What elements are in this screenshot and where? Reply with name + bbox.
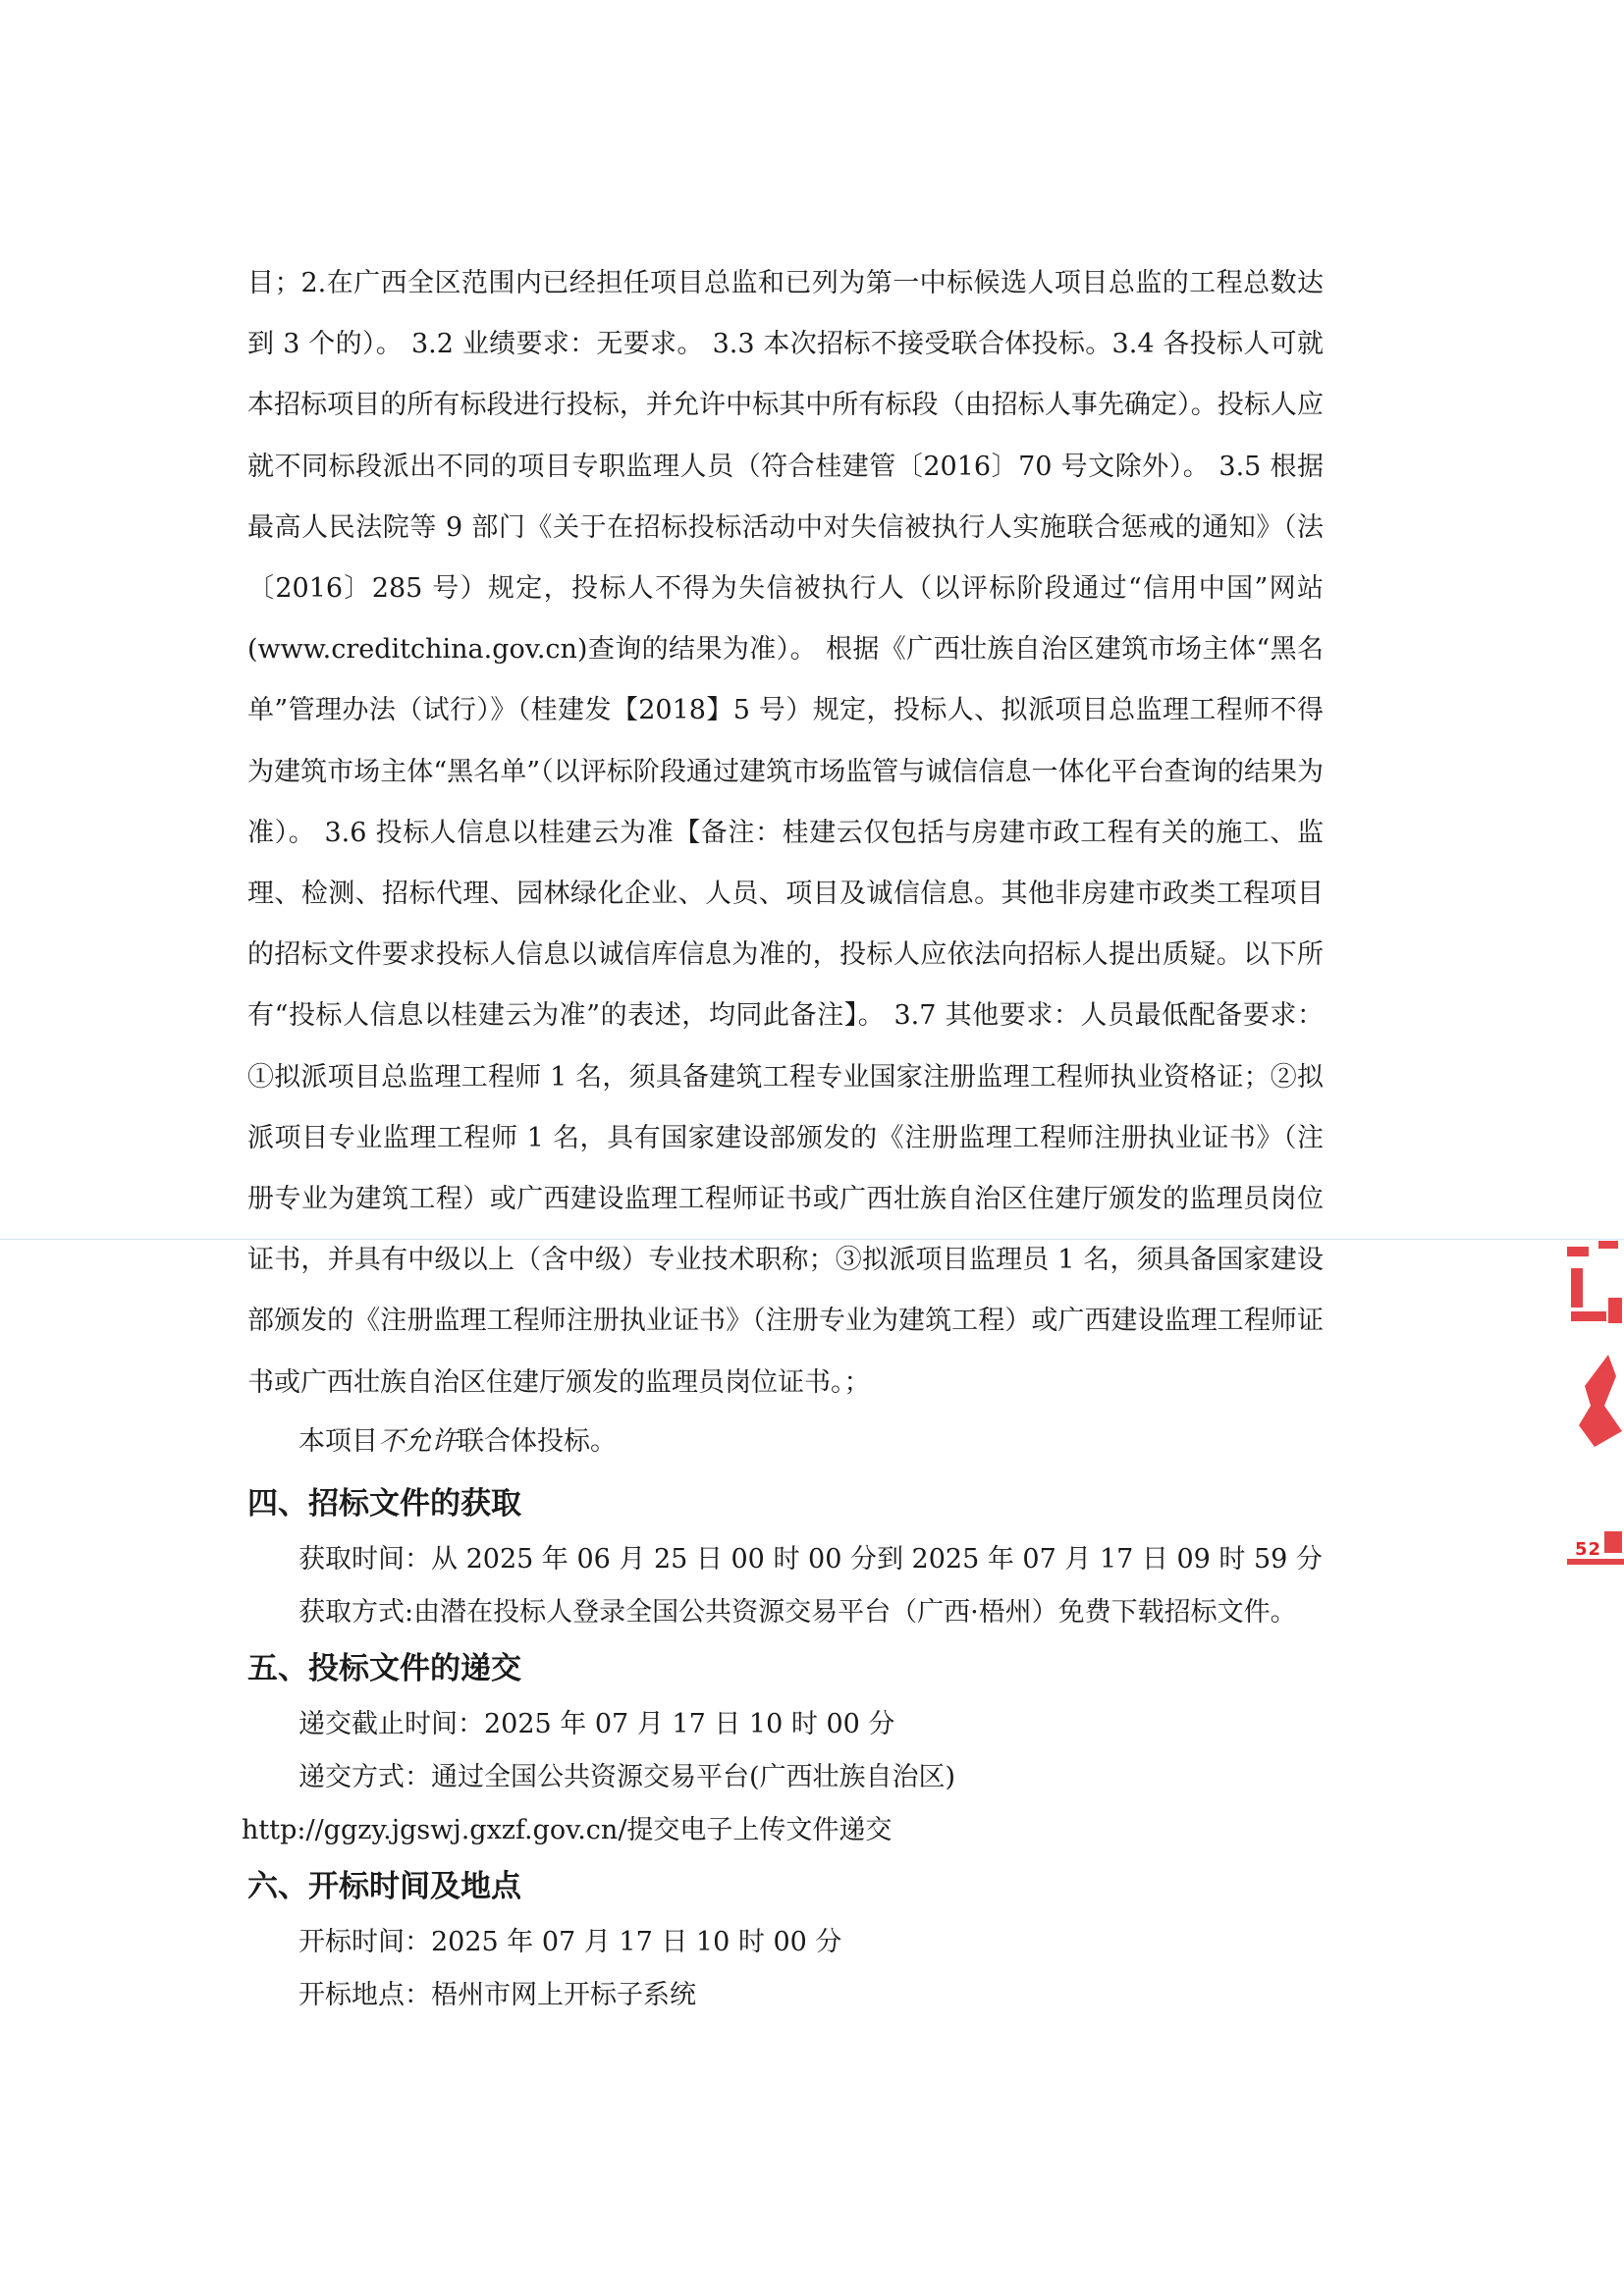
section4-heading: 四、招标文件的获取 xyxy=(247,1485,521,1522)
seal-stamp-fragment xyxy=(1565,1239,1624,1592)
consortium-suffix: 联合体投标。 xyxy=(458,1425,617,1457)
section6-place: 开标地点：梧州市网上开标子系统 xyxy=(298,1979,696,2010)
section5-url: http://ggzy.jgswj.gxzf.gov.cn/提交电子上传文件递交 xyxy=(242,1814,893,1845)
qualification-paragraph: 目；2.在广西全区范围内已经担任项目总监和已列为第一中标候选人项目总监的工程总数达到 3 个的）。 3.2 业绩要求：无要求。 3.3 本次招标不接受联合体投标。3.4 各投标人可就本招标项目的所有标段进行投标，并允许中标其中所有标段（由招标人事先确定）。投标人应就不同标段派出不同的项目专职监理人员（符合桂建管〔2016〕70 号文除外）。 3.5 根据最高人民法院等 9 部门《关于在招标投标活动中对失信被执行人实施联合惩戒的通知》（法〔2016〕285 号）规定，投标人不得为失信被执行人（以评标阶段通过“信用中国”网站(www.creditchina.gov.cn)查询的结果为准）。 根据《广西壮族自治区建筑市场主体“黑名单”管理办法（试行）》（桂建发【2018】5 号）规定，投标人、拟派项目总监理工程师不得为建筑市场主体“黑名单”（以评标阶段通过建筑市场监管与诚信信息一体化平台查询的结果为准）。 3.6 投标人信息以桂建云为准【备注：桂建云仅包括与房建市政工程有关的施工、监理、检测、招标代理、园林绿化企业、人员、项目及诚信信息。其他非房建市政类工程项目的招标文件要求投标人信息以诚信库信息为准的，投标人应依法向招标人提出质疑。以下所有“投标人信息以桂建云为准”的表述，均同此备注】。 3.7 其他要求：人员最低配备要求： ①拟派项目总监理工程师 1 名，须具备建筑工程专业国家注册监理工程师执业资格证；②拟派项目专业监理工程师 1 名，具有国家建设部颁发的《注册监理工程师注册执业证书》（注册专业为建筑工程）或广西建设监理工程师证书或广西壮族自治区住建厅颁发的监理员岗位证书，并具有中级以上（含中级）专业技术职称；③拟派项目监理员 1 名，须具备国家建设部颁发的《注册监理工程师注册执业证书》（注册专业为建筑工程）或广西建设监理工程师证书或广西壮族自治区住建厅颁发的监理员岗位证书。； xyxy=(247,268,1324,1398)
consortium-emphasis: 不允许 xyxy=(378,1425,458,1457)
section6-time: 开标时间：2025 年 07 月 17 日 10 时 00 分 xyxy=(298,1926,842,1957)
section5-deadline: 递交截止时间：2025 年 07 月 17 日 10 时 00 分 xyxy=(298,1708,895,1739)
consortium-note xyxy=(247,1415,1324,1468)
consortium-prefix: 本项目 xyxy=(298,1425,378,1457)
section5-heading: 五、投标文件的递交 xyxy=(247,1650,521,1686)
section5-method: 递交方式：通过全国公共资源交易平台(广西壮族自治区) xyxy=(298,1761,956,1792)
section6-heading: 六、开标时间及地点 xyxy=(247,1868,521,1904)
seal-text-fragment: 52 xyxy=(1575,1539,1602,1560)
document-body xyxy=(242,253,1324,2022)
section4-time: 获取时间：从 2025 年 06 月 25 日 00 时 00 分到 2025 年 07 月 17 日 09 时 59 分 xyxy=(298,1543,1323,1575)
section4-method: 获取方式:由潜在投标人登录全国公共资源交易平台（广西·梧州）免费下载招标文件。 xyxy=(298,1596,1297,1628)
